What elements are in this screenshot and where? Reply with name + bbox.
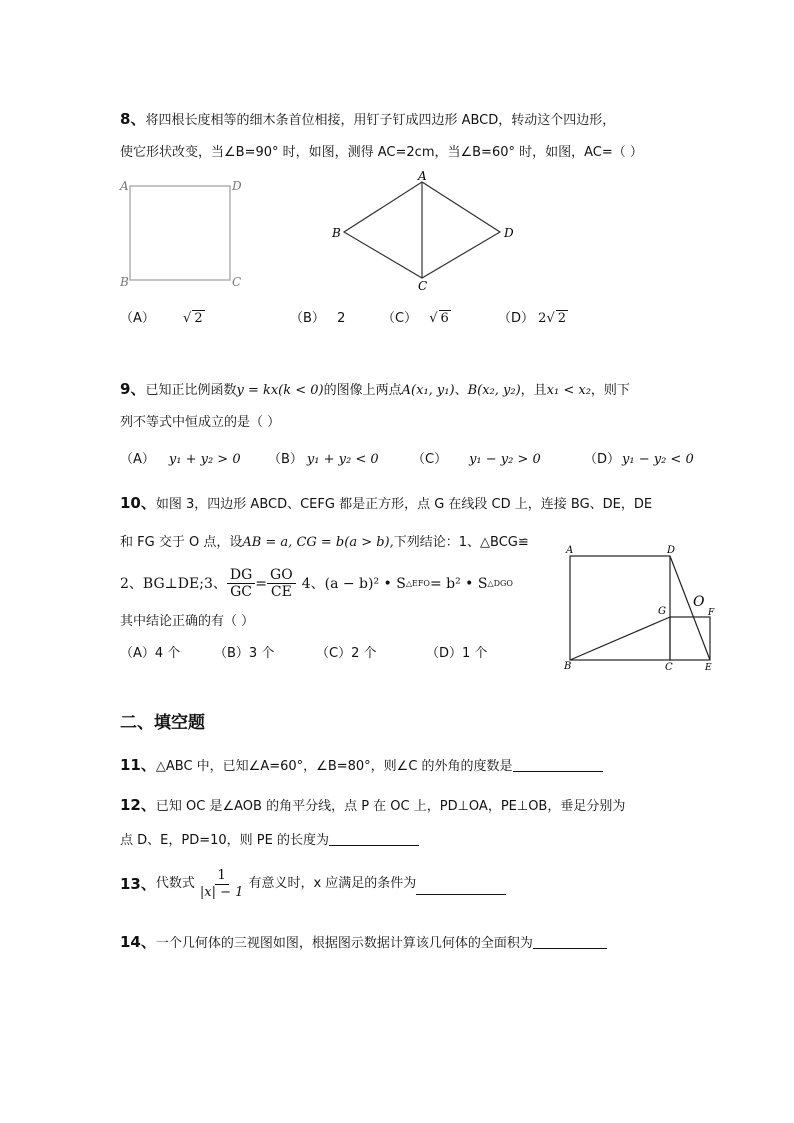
section-title: 二、填空题 — [120, 713, 205, 733]
q8-option-d: （D） 2√ 2 — [498, 311, 567, 326]
q10-conclusions: 2、BG⊥DE;3、 $\frac{DG}{GC}$ = $\frac{GO}{CE}$ 4、(a − b)² • S △EFO = b² • S △DGO — [120, 567, 513, 600]
q13-fraction: $\frac{1}{|x| - 1}$ — [199, 867, 244, 900]
q12-line2: 点 D、E，PD=10，则 PE 的长度为 — [120, 831, 419, 850]
q8-option-a: （A） √ 2 — [120, 311, 203, 326]
q9-number: 9 — [120, 380, 131, 398]
q10-option-a: （A）4 个 — [120, 646, 181, 661]
q9-option-d: （D） y₁ − y₂ < 0 — [584, 452, 694, 467]
fig-label-f: F — [708, 608, 715, 618]
q8-option-c: （C） √ 6 — [382, 311, 449, 326]
fig-label-a: A — [566, 545, 574, 556]
fig-label-c: C — [665, 662, 673, 672]
fig-label-o: O — [693, 594, 705, 610]
q13-line: 13 、 代数式 $\frac{1}{|x| - 1}$ 有意义时，x 应满足的条件为 — [120, 862, 506, 906]
q10-line4: 其中结论正确的有（ ） — [120, 614, 255, 629]
q9-line2: 列不等式中恒成立的是（ ） — [120, 415, 281, 430]
rhombus-label-d: D — [504, 226, 514, 240]
q11-number: 11 — [120, 756, 141, 774]
q10-line2: 和 FG 交于 O 点，设AB = a, CG = b(a > b),下列结论：1、△BCG≌ — [120, 535, 529, 550]
q10-option-b: （B）3 个 — [214, 646, 275, 661]
q9-line1: 9、已知正比例函数y = kx(k < 0)的图像上两点A(x₁, y₁)、B(x₂, y₂)，且x₁ < x₂，则下 — [120, 380, 630, 398]
q10-frac1: $\frac{DG}{GC}$ — [227, 567, 255, 600]
q9-option-a: （A） y₁ + y₂ > 0 — [120, 452, 241, 467]
fig-label-e: E — [705, 663, 712, 672]
q8-line2: 使它形状改变，当∠B=90° 时，如图，测得 AC=2cm，当∠B=60° 时，如图，AC=（ ） — [120, 145, 643, 160]
rhombus-label-b: B — [332, 226, 341, 240]
q8-square-figure — [118, 176, 248, 294]
q8-line1: 8、将四根长度相等的细木条首位相接，用钉子钉成四边形 ABCD，转动这个四边形， — [120, 110, 616, 128]
square-label-c: C — [232, 275, 242, 289]
rhombus-label-a: A — [418, 169, 427, 183]
q8-option-b: （B） 2 — [290, 311, 346, 326]
fig-label-g: G — [658, 606, 666, 617]
q8-number: 8 — [120, 110, 131, 128]
q13-answer-blank[interactable] — [416, 880, 506, 895]
q12-line1: 12、已知 OC 是∠AOB 的角平分线，点 P 在 OC 上，PD⊥OA，PE⊥OB，垂足分别为 — [120, 796, 626, 814]
q14-line: 14、一个几何体的三视图如图，根据图示数据计算该几何体的全面积为 — [120, 933, 607, 953]
rhombus-label-c: C — [418, 279, 428, 292]
q9-option-b: （B） y₁ + y₂ < 0 — [268, 452, 379, 467]
q9-option-c: （C） y₁ − y₂ > 0 — [412, 452, 541, 467]
q10-option-c: （C）2 个 — [316, 646, 377, 661]
q14-number: 14 — [120, 933, 141, 951]
q14-answer-blank[interactable] — [533, 934, 607, 949]
square-label-b: B — [120, 275, 129, 289]
square-label-d: D — [232, 179, 242, 193]
q12-answer-blank[interactable] — [329, 831, 419, 846]
q13-number: 13 — [120, 875, 141, 893]
q10-number: 10 — [120, 494, 141, 512]
q12-number: 12 — [120, 796, 141, 814]
q10-frac2: $\frac{GO}{CE}$ — [267, 567, 296, 600]
q10-line1: 10、如图 3，四边形 ABCD、CEFG 都是正方形，点 G 在线段 CD 上，连接 BG、DE，DE — [120, 494, 653, 512]
q8-text-line1: 将四根长度相等的细木条首位相接，用钉子钉成四边形 ABCD，转动这个四边形， — [145, 113, 616, 128]
q11-line: 11、△ABC 中，已知∠A=60°，∠B=80°，则∠C 的外角的度数是 — [120, 756, 603, 776]
q10-figure — [560, 540, 730, 672]
fig-label-b: B — [564, 661, 572, 672]
q10-option-d: （D）1 个 — [426, 646, 488, 661]
q8-rhombus-figure — [328, 168, 528, 292]
fig-label-d: D — [667, 545, 676, 556]
q11-answer-blank[interactable] — [513, 757, 603, 772]
q9-function: y = kx(k < 0) — [236, 383, 324, 398]
square-label-a: A — [120, 179, 129, 193]
